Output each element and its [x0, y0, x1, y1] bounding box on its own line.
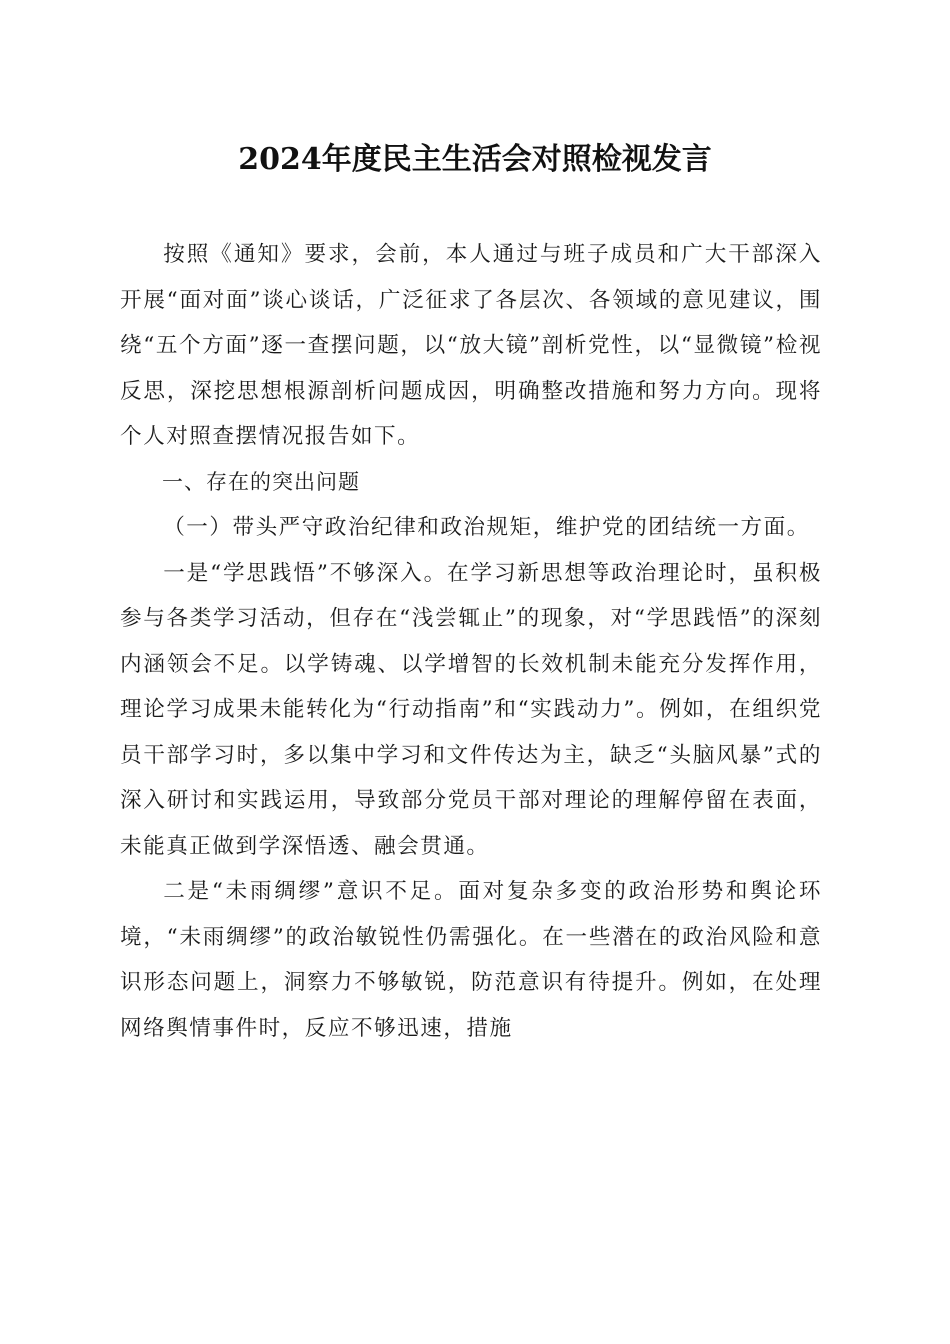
point-paragraph-2: 二是“未雨绸缪”意识不足。面对复杂多变的政治形势和舆论环境，“未雨绸缪”的政治敏锐性仍需强化。在一些潜在的政治风险和意识形态问题上，洞察力不够敏锐，防范意识有待提升。例如，在处理网络舆情事件时，反应不够迅速，措施	[120, 879, 822, 1041]
document-title: 2024年度民主生活会对照检视发言	[238, 142, 712, 177]
subsection-heading: （一）带头严守政治纪律和政治规矩，维护党的团结统一方面。	[163, 515, 810, 540]
section-heading: 一、存在的突出问题	[162, 469, 360, 494]
document-body	[120, 232, 822, 1051]
point-paragraph-1: 一是“学思践悟”不够深入。在学习新思想等政治理论时，虽积极参与各类学习活动，但存在“浅尝辄止”的现象，对“学思践悟”的深刻内涵领会不足。以学铸魂、以学增智的长效机制未能充分发挥作用，理论学习成果未能转化为“行动指南”和“实践动力”。例如，在组织党员干部学习时，多以集中学习和文件传达为主，缺乏“头脑风暴”式的深入研讨和实践运用，导致部分党员干部对理论的理解停留在表面，未能真正做到学深悟透、融会贯通。	[120, 560, 822, 859]
intro-paragraph: 按照《通知》要求，会前，本人通过与班子成员和广大干部深入开展“面对面”谈心谈话，广泛征求了各层次、各领域的意见建议，围绕“五个方面”逐一查摆问题，以“放大镜”剖析党性，以“显微镜”检视反思，深挖思想根源剖析问题成因，明确整改措施和努力方向。现将个人对照查摆情况报告如下。	[120, 242, 822, 449]
